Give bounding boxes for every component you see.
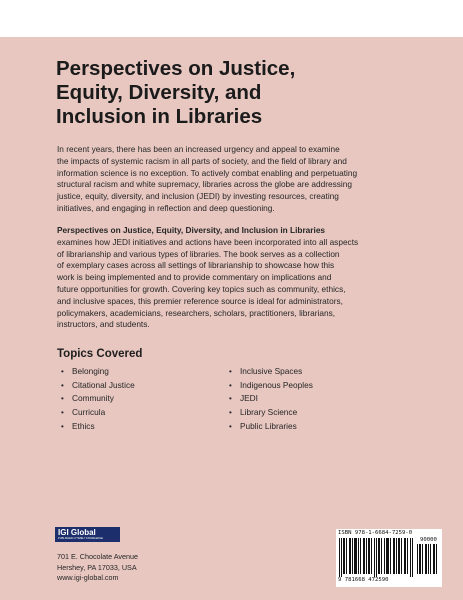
address-line: Hershey, PA 17033, USA xyxy=(57,562,137,572)
address-line: 701 E. Chocolate Avenue xyxy=(57,552,138,561)
topic-item xyxy=(229,365,313,379)
intro-line: In recent years, there has been an increased urgency and appeal to examine xyxy=(57,144,340,154)
topic-item xyxy=(229,392,313,406)
intro-line: structural racism and white supremacy, libraries across the globe are addressing xyxy=(57,179,352,190)
top-white-band xyxy=(0,0,463,37)
topic-label: Public Libraries xyxy=(240,420,297,431)
bullet-icon: • xyxy=(61,394,64,404)
topic-item xyxy=(61,365,135,379)
topic-item xyxy=(61,379,135,393)
topics-list-right xyxy=(229,365,313,433)
bullet-icon: • xyxy=(61,380,64,390)
publisher-logo-name: IGI Global xyxy=(58,528,96,537)
bullet-icon: • xyxy=(61,421,64,431)
topic-label: Library Science xyxy=(240,407,298,418)
barcode-bars-icon xyxy=(338,538,414,577)
topic-label: Citational Justice xyxy=(72,379,135,390)
price-code: 90000 xyxy=(420,537,437,543)
address-line: www.igi-global.com xyxy=(57,573,119,583)
bullet-icon: • xyxy=(61,367,64,376)
barcode-number: 9 781668 472590 xyxy=(338,577,389,583)
title-line: Equity, Diversity, and xyxy=(56,81,262,104)
topic-item xyxy=(229,420,313,434)
title-line: Inclusion in Libraries xyxy=(56,105,263,128)
topics-list-left xyxy=(61,365,135,433)
bullet-icon: • xyxy=(229,408,232,418)
intro-line: justice, equity, diversity, and inclusion (JEDI) by investing resources, creating xyxy=(57,191,339,202)
topic-label: Inclusive Spaces xyxy=(240,366,303,376)
bullet-icon: • xyxy=(229,394,232,404)
description-lead: Perspectives on Justice, Equity, Diversity, and Inclusion in Libraries xyxy=(57,225,326,235)
topic-item xyxy=(229,379,313,393)
topic-label: Curricula xyxy=(72,407,106,418)
description-paragraph xyxy=(57,225,427,331)
bullet-icon: • xyxy=(229,367,232,376)
description-line: of librarianship and various types of libraries. The book serves as a collection xyxy=(57,248,340,259)
topics-heading: Topics Covered xyxy=(57,348,143,360)
topic-label: Belonging xyxy=(72,366,109,376)
publisher-logo-tagline: PUBLISHER of TIMELY KNOWLEDGE xyxy=(58,537,103,540)
intro-line: information science is no exception. To actively combat enabling and perpetuating xyxy=(57,167,358,178)
topic-label: Ethics xyxy=(72,420,95,431)
description-line: instructors, and students. xyxy=(57,319,150,330)
description-line: work is being implemented and to provide commentary on implications and xyxy=(57,272,332,283)
topic-label: Indigenous Peoples xyxy=(240,379,313,390)
title-line: Perspectives on Justice, xyxy=(56,57,296,80)
publisher-logo xyxy=(55,527,120,542)
publisher-address xyxy=(57,552,138,584)
topic-item xyxy=(61,392,135,406)
bullet-icon: • xyxy=(229,421,232,431)
intro-paragraph xyxy=(57,144,427,215)
isbn-label: ISBN 978-1-6684-7259-0 xyxy=(338,530,413,536)
description-line: examines how JEDI initiatives and actions have been incorporated into all aspects xyxy=(57,236,359,247)
topic-label: JEDI xyxy=(240,393,258,404)
description-line: future opportunities for growth. Covering key topics such as community, ethics, xyxy=(57,283,346,294)
topic-label: Community xyxy=(72,393,114,404)
isbn-barcode xyxy=(336,529,442,587)
description-line: of exemplary cases across all settings of librarianship to showcase how this xyxy=(57,260,335,271)
barcode-addon-icon xyxy=(416,544,438,574)
topic-item xyxy=(61,420,135,434)
bullet-icon: • xyxy=(61,408,64,418)
description-line: policymakers, academicians, researchers, scholars, practitioners, librarians, xyxy=(57,307,336,318)
intro-line: the impacts of systemic racism in all parts of society, and the field of library and xyxy=(57,155,347,166)
book-title xyxy=(56,57,386,129)
intro-line: initiatives, and engaging in reflection and deep questioning. xyxy=(57,202,275,213)
description-line: and inclusive spaces, this premier reference source is ideal for administrators, xyxy=(57,295,343,306)
bullet-icon: • xyxy=(229,380,232,390)
topic-item xyxy=(229,406,313,420)
topic-item xyxy=(61,406,135,420)
